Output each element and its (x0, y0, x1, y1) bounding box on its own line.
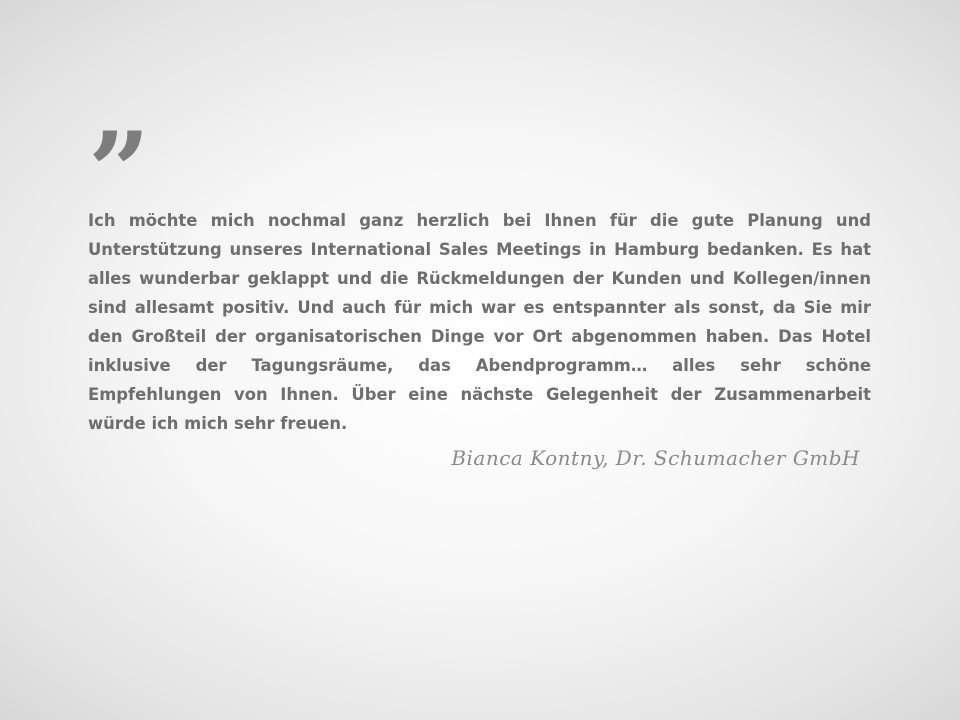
testimonial-attribution: Bianca Kontny, Dr. Schumacher GmbH (451, 446, 860, 470)
quote-mark-icon: ” (88, 109, 145, 235)
testimonial-text: Ich möchte mich nochmal ganz herzlich bei Ihnen für die gute Planung und Unterstützung unseres International Sales Meetings in Hamburg bedanken. Es hat alles wunderbar geklappt und die Rückmeldungen der Kunden und Kollegen/innen sind allesamt positiv. Und auch für mich war es entspannter als sonst, da Sie mir den Großteil der organisatorischen Dinge vor Ort abgenommen haben. Das Hotel inklusive der Tagungsräume, das Abendprogramm… alles sehr schöne Empfehlungen von Ihnen. Über eine nächste Gelegenheit der Zusammenarbeit würde ich mich sehr freuen. (88, 211, 871, 433)
